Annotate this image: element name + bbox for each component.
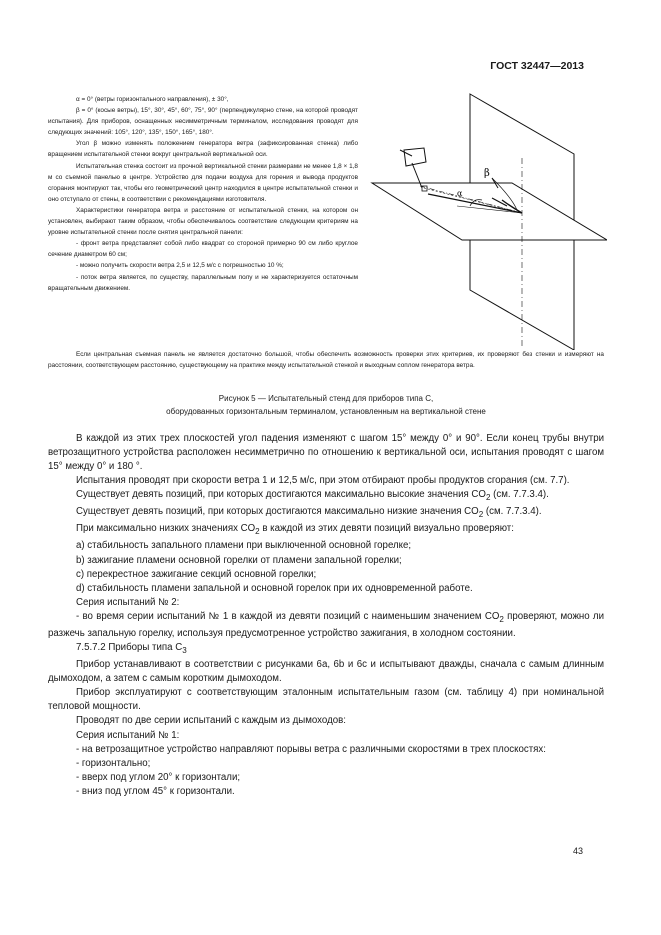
main-text [48,432,604,799]
figure-caption [48,392,604,418]
paragraph-visual-check: При максимально низких значениях $CO_2$ в каждой из этих девяти позиций визуально проверяют: [76,523,514,537]
list-item: b) зажигание пламени основной горелки от пламени запальной горелки; [76,554,402,566]
caption-line-2: оборудованных горизонтальным терминалом, установленным на вертикальной стене [166,407,486,416]
angle-change-note: Угол β можно изменять положением генератора ветра (зафиксированная стенка) либо вращением испытательной стенки вокруг центральной вертикальной оси. [48,140,358,159]
list-item: c) перекрестное зажигание секций основной горелки; [76,568,317,580]
wind-generator-criteria: Характеристики генератора ветра и расстояние от испытательной стенки, на котором он установлен, выбирают таким образом, чтобы обеспечивалось соответствие следующим критериям на уровне испытательной стенки после снятия центральной панели: [48,206,358,237]
paragraph-two-series: Проводят по две серии испытаний с каждым из дымоходов: [76,715,346,727]
list-item: - горизонтально; [76,757,151,769]
angle-beta-values: β = 0° (косые ветры), 15°, 30°, 45°, 60°, 75°, 90° (перпендикулярно стене, на которой проводят испытания). Для приборов, оснащенных несимметричным терминалом, исследования проводят для следующих значений: 105°, 120°, 135°, 150°, 165°, 180°. [48,107,358,137]
paragraph-install: Прибор устанавливают в соответствии с рисунками 6a, 6b и 6c и испытывают дважды, сначала с самым длинным дымоходом, а затем с самым коротким дымоходом. [48,659,604,685]
paragraph-min-co2: Существует девять позиций, при которых достигаются максимально низкие значения $CO_2$ (см. 7.7.3.4). [76,506,542,520]
paragraph-gusts: - на ветрозащитное устройство направляют порывы ветра с различными скоростями в трех плоскостях: [76,743,546,755]
series-2-heading: Серия испытаний № 2: [76,596,180,608]
list-item: - вниз под углом 45° к горизонтали. [76,785,235,797]
left-column-text [48,94,358,294]
alpha-label: α [457,189,463,198]
paragraph-series-2: - во время серии испытаний № 1 в каждой из девяти позиций с наименьшим значением $CO_2$ проверяют, можно ли разжечь запальную горелку, используя предусмотренное устройство зажигания, в холодном состоянии. [48,610,604,639]
page-number: 43 [572,846,583,856]
horizontal-plane [372,183,607,240]
caption-line-1: Рисунок 5 — Испытательный стенд для приборов типа С, [218,394,434,403]
criterion-speed: - можно получить скорости ветра 2,5 и 12,5 м/с с погрешностью 10 %; [76,262,284,270]
series-1-heading: Серия испытаний № 1: [76,729,180,741]
test-rig-figure [362,88,607,350]
criterion-flow: - поток ветра является, по существу, параллельным полу и не характеризуется остаточным вращательным движением. [48,273,358,292]
list-item: - вверх под углом 20° к горизонтали; [76,771,241,783]
standard-header: ГОСТ 32447—2013 [490,60,584,72]
section-heading: 7.5.7.2 Приборы типа $C_3$ [76,642,187,655]
list-item: d) стабильность пламени запальной и основной горелок при их одновременной работе. [76,582,473,594]
angle-alpha-values: α = 0° (ветры горизонтального направления), ± 30°, [76,96,229,103]
wide-note: Если центральная съемная панель не является достаточно большой, чтобы обеспечить возможность проверки этих критериев, их проверяют без стенки и измеряют на расстоянии, соответствующем расстоянию, существующему на практике между испытательной стенкой и выходным соплом генератора ветра. [48,351,604,370]
paragraph-angle-step: В каждой из этих трех плоскостей угол падения изменяют с шагом 15° между 0° и 90°. Если конец трубы внутри ветрозащитного устройства расположен несимметрично по отношению к вертикальной оси, испытания проводят с шагом 15° между 0° и 180 °. [48,433,604,473]
wind-generator [400,148,426,166]
paragraph-speed: Испытания проводят при скорости ветра 1 и 12,5 м/с, при этом отбирают пробы продуктов сгорания (см. 7.7). [76,475,570,487]
paragraph-operate: Прибор эксплуатируют с соответствующим эталонным испытательным газом (см. таблицу 4) при номинальной тепловой мощности. [48,687,604,713]
list-item: a) стабильность запального пламени при выключенной основной горелке; [76,540,412,552]
test-wall-description: Испытательная стенка состоит из прочной вертикальной стенки размерами не менее 1,8 × 1,8 м со съемной панелью в центре. Устройство для подачи воздуха для горения и вывода продуктов сгорания монтируют так, чтобы его геометрический центр находился в центре испытательной стенки и оно отступало от стены, в соответствии с рекомендациями изготовителя. [48,162,358,203]
beta-label: β [484,168,490,179]
criterion-front: - фронт ветра представляет собой либо квадрат со стороной примерно 90 см либо круглое сечение диаметром 60 см; [48,240,358,259]
paragraph-max-co2: Существует девять позиций, при которых достигаются максимально высокие значения $CO_2$ (см. 7.7.3.4). [76,489,549,503]
